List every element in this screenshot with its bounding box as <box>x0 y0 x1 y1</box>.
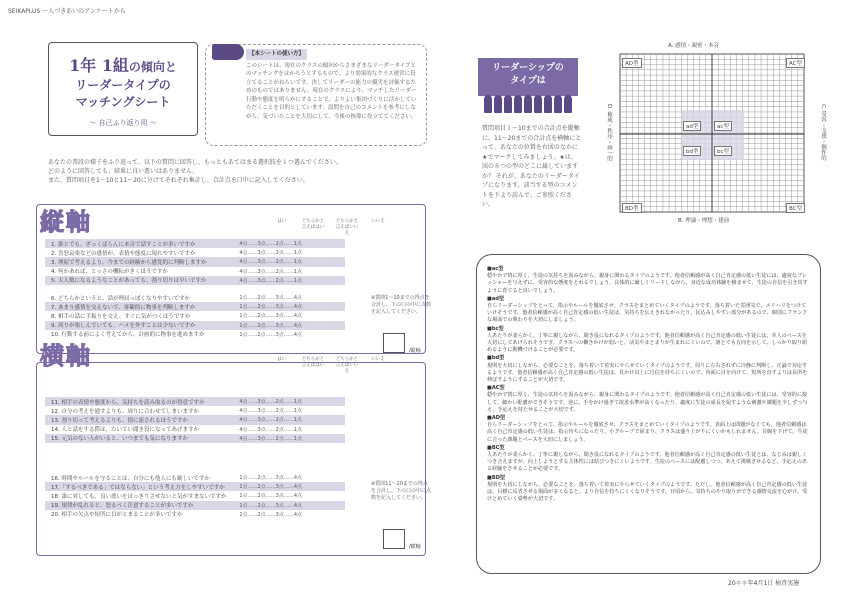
question-row: 2. 喜怒哀楽などの感情が、表情や態度に現れやすいですか 4点……3点……2点……1点 <box>51 250 303 257</box>
question-row: 18. 誰に対しても、良い悪いをはっきりさせないと気がすまないですか 1点……2点……3点……4点 <box>51 493 303 500</box>
column-headers <box>273 219 387 237</box>
vertical-questions <box>45 239 345 339</box>
leader-instructions: 質問項目１～10までの合計点を縦軸に、11～20までの合計点を横軸にとって、あなたの位置を右図のなかに★でマークしてみましょう。★は、図の８つの型のどこに属していますか？ それが、あなたのリーダータイプになります。該当する型のコメントを下より読んで、ご参照ください。 <box>482 125 582 208</box>
col-mostly-no: どちらかと言えばいいえ <box>335 219 359 236</box>
footer-date: 20＊＊年4月1日 検査実施 <box>728 580 800 587</box>
axis-right-label: C. 受容・支援・個性的 <box>820 104 826 161</box>
title-sub: ～ 自己ふり返り用 ～ <box>89 119 157 127</box>
desc-bd: ■bd型 規則を大切にしながら、必要なことを、落ち着いて着実にやらせていくタイプのようです。周りに左右されずに冷静に判断し、正論で対応するようです。他者信頼感が高く自己肯定感の低い生徒は、見かけ以上に自信を持ちにくいので、内面に目を向けて、短所を直すよりは長所を伸ばすようにすることが大切です。 <box>487 355 808 384</box>
question-row: 15. 元気のない人がいると、いつまでも気になりますか 4点……3点……2点……1点 <box>45 434 345 443</box>
question-row: 7. あまり感情を交えないで、客観的に物事を判断しますか 1点……2点……3点……4点 <box>45 302 345 311</box>
question-row: 4. 何かあれば、とっさの機転がきくほうですか 4点……3点……2点……1点 <box>51 268 303 276</box>
question-row: 17.「するべきである」ではならない」という考え方をしやすいですか 1点……2点……3点……4点 <box>45 482 345 491</box>
type-grid <box>618 52 808 215</box>
type-BD: BD型 <box>622 203 642 213</box>
type-ac: ac型 <box>714 121 732 131</box>
leader-type-title <box>478 58 578 96</box>
horizontal-questions <box>45 397 345 519</box>
title-line3: マッチングシート <box>75 95 171 109</box>
people-silhouette-icon <box>478 95 578 115</box>
horizontal-section <box>36 357 432 556</box>
instruction-line: また、質問項目を1～10と11～20に分けてそれぞれ集計し、合計点を口中に記入してください。 <box>48 177 309 184</box>
title-line1 <box>49 53 197 76</box>
question-row: 1. 誰とでも、ざっくばらんに本音で話すことが多いですか 4点……3点……2点……1点 <box>45 239 345 248</box>
col-mostly-yes: どちらかと言えばはい <box>301 357 325 368</box>
desc-AC: ■AC型 穏やかで情に厚く、生徒の気持ちを汲みながら、親身に関わるタイプのようです。他者信頼感が高く自己肯定感の低い生徒には、受容的に接して、細かい配慮ができそうです。逆に、手をかけ過ぎて欲求水準が高くなったり、適度に生徒の成長を促すような刺激や課題を少しずつ与え、手応えを持たせることが大切です。 <box>487 385 808 413</box>
vertical-section <box>36 204 432 354</box>
horizontal-axis-label: 横軸 <box>40 341 92 370</box>
horizontal-tally-note: ※質問11～20までの得点を合計し、下の口の中に点数を記入してください。 <box>371 481 432 501</box>
title-suffix: の傾向と <box>128 60 177 74</box>
question-row: 13. 割り切って考えるよりも、情に流されるほうですか 4点……3点……2点……1点 <box>45 415 345 424</box>
instruction-line: あなたの普段の様子をふり返って、以下の質問に回答し、もっともあてはまる選択肢を１つ選んでください。 <box>48 159 342 166</box>
type-descriptions <box>476 254 821 574</box>
type-ad: ad型 <box>683 121 701 131</box>
desc-BC: ■BC型 人あたりが柔らかく、丁寧に親しながら、聞き役になれるタイプのようです。他者信頼感が高く自己肯定感の低い生徒とは、なじみは親しくつき合えますが、向上しようとする主体性には結びつきにくいようです。生徒のペースには配慮しつつ、あえて挑戦させるなど、手応えのある経験をさせることが必要です。 <box>487 444 808 473</box>
col-mostly-no: どちらかと言えばいいえ <box>335 357 359 374</box>
vertical-axis-label: 縦軸 <box>40 207 92 236</box>
pointing-hand-icon <box>212 44 244 60</box>
instruction-line: どのように回答しても、結果に良い悪いはありません。 <box>48 168 199 175</box>
question-row: 12. 自分の考えを通すよりも、周りに合わせてしまいますか 4点……3点……2点……1点 <box>51 408 303 415</box>
column-headers <box>273 357 387 375</box>
leader-title-line1: リーダーシップの <box>492 63 564 73</box>
vertical-unit: /縦軸 <box>409 348 421 354</box>
question-row: 16. 時間やルールを守ることは、自分にも他人にも厳しいですか 1点……2点……3点……4点 <box>51 475 303 482</box>
type-BC: BC型 <box>786 203 805 213</box>
axis-left-label: D. 権威・秩序・画一的 <box>606 104 612 162</box>
memo-body: このシートは、現在のクラスの傾向からさまざまなリーダータイプとのマッチングをはかろうとするもので、より効果的なクラス運営に役立てることがねらいです。決してリーダーの能力の優劣を評価するためのものではありません。現在のクラスにより、マッチしたリーダー行動や態度を明らかにすることで、よりよい集団づくりに活かしていただくことを目的としています。設問を自己のコメントを参考にしながら、気づいたことを大切にして、今後の指導に役立ててください。 <box>246 62 417 120</box>
page-header: SEIKAPLUS ～人づきあいのアンケートから <box>8 8 126 15</box>
memo-heading: 【本シートの使い方】 <box>246 49 307 60</box>
desc-bc: ■bc型 人あたりが柔らかく、丁寧に親しながら、聞き役になれるタイプのようです。他者信頼感が高く自己肯定感の低い生徒には、本人のペースを大切にしてあげられそうです。クラスへの働きかけが弱いと、活気やまとまりが生まれにくいので、誰とでも方向を示して、しっかり取り組めるように動機づけることが必要です。 <box>487 325 808 354</box>
type-bd: bd型 <box>683 146 701 156</box>
horizontal-total-box[interactable] <box>383 529 405 549</box>
desc-BD: ■BD型 規則を大切にしながら、必要なことを、落ち着いて着実にやらせていくタイプのようです。ただし、他者信頼感が高く自己肯定感の低い生徒は、目標に反省させる場面が多くなると、より自信を持ちにくくなりそうです。日頃から、気持ちのやり取りができる感情交流を心がけ、受けとめていく姿勢が大切です。 <box>487 474 808 503</box>
question-row: 19. 規律が乱れると、怒るべく注意することが多いですか 1点……2点……3点……4点 <box>45 501 345 510</box>
question-row: 3. 理屈で考えるより、今までの経験から感覚的に判断しますか 4点……3点……2点……1点 <box>45 257 345 266</box>
col-yes: はい <box>277 219 287 224</box>
question-row: 10. 行動する前によく考えてから、計画的に物事を進めますか 1点……2点……3点……4点 <box>51 331 303 339</box>
instructions <box>48 158 378 185</box>
vertical-tally-note: ※質問1～10までの得点を合計し、下の口の中に点数を記入してください。 <box>371 295 432 315</box>
axis-top-label: A. 感情・親密・本音 <box>668 43 720 49</box>
question-row: 5. 大人数になるようなことがあっても、割り切りは早いですか 4点……3点……2点……1点 <box>45 276 345 285</box>
desc-AD: ■AD型 自らリーダーシップをとって、指示やルールを徹底させ、クラスをまとめていくタイプのようです。表面上は問題がなくても、他者信頼感は高く自己肯定感の低い生徒は、指示待ちになったり、小グループで固まり、クラスは盛り上がりにくいかもしれません。目線を下げて、生徒に合った課題とペースを大切にしましょう。 <box>487 415 808 443</box>
col-no: いいえ <box>371 357 385 362</box>
col-mostly-yes: どちらかと言えばはい <box>301 219 325 230</box>
grade: 1年 <box>69 56 97 75</box>
type-bc: bc型 <box>714 146 732 156</box>
col-no: いいえ <box>371 219 385 224</box>
desc-ac: ■ac型 穏やかで情に厚く、生徒の気持ちを汲みながら、親身に関わるタイプのようです。他者信頼感が高く自己肯定感の低い生徒には、適度なプレッシャーを与えずに、受容的な態度をとれるでしょう。具体的に厳しくリードしながら、身近な成功体験を積ませて、生徒の自信を引き出すように育てると良いでしょう。 <box>487 266 808 294</box>
question-row: 6. どちらかというと、話が理屈っぽくなりやすいですか 1点……2点……3点……4点 <box>51 295 303 302</box>
title-box <box>48 42 198 136</box>
question-row: 14. 人と話をする際は、たいてい聞き役になってあげますか 4点……3点……2点……1点 <box>51 426 303 434</box>
question-row: 8. 相手の話に手振りを交え、すぐに気がつくほうですか 1点……2点……3点……4点 <box>51 313 303 320</box>
question-row: 9. 周りが楽しんでいても、ハメを外すことは少ないですか 1点……2点……3点……4点 <box>45 321 345 330</box>
type-AD: AD型 <box>622 58 642 68</box>
question-row: 20. 相手の欠点や短所に目がとまることが多いですか 1点……2点……3点……4点 <box>51 511 303 519</box>
axis-bottom-label: B. 理論・理想・建前 <box>678 218 730 224</box>
type-AC: AC型 <box>786 58 805 68</box>
question-row: 11. 相手の表情や態度から、気持ちを読み取るのが得意ですか 4点……3点……2点……1点 <box>45 397 345 406</box>
class: 1組 <box>101 56 129 75</box>
vertical-total-box[interactable] <box>383 333 405 353</box>
leader-title-line2: タイプは <box>510 76 546 86</box>
col-yes: はい <box>277 357 287 362</box>
horizontal-unit: /横軸 <box>409 544 421 550</box>
desc-ad: ■ad型 自らリーダーシップをとって、指示やルールを徹底させ、クラスをまとめていくタイプのようです。落ち着いた雰囲気で、メリハリをつけていけそうです。他者信頼感が高く自己肯定感の低い生徒は、気持ちを伝えきれなかったり、民込みしやすい部分があるので、個別にフランクな場面での関わりを大切にしましょう。 <box>487 295 808 324</box>
title-line2: リーダータイプの <box>75 78 171 92</box>
